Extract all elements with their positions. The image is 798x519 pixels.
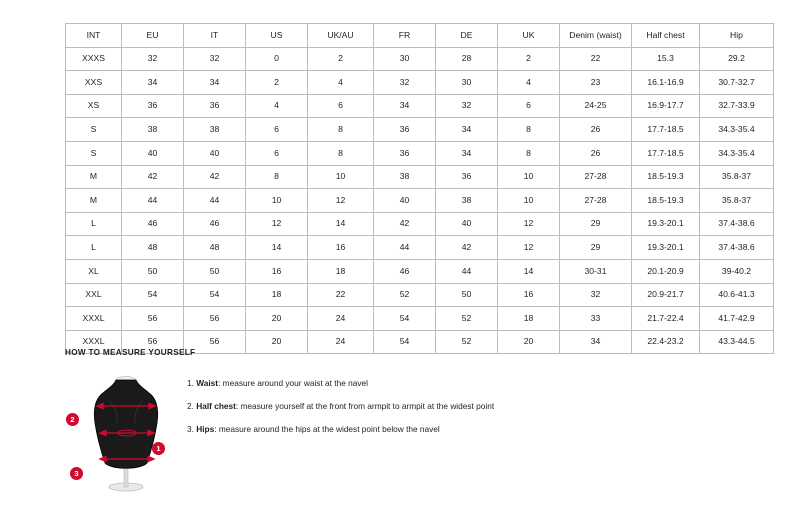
- table-cell: 16: [498, 283, 560, 307]
- table-cell: 15.3: [632, 47, 700, 71]
- table-cell: XXXL: [66, 330, 122, 354]
- table-header-cell: Half chest: [632, 24, 700, 48]
- table-header-row: [66, 24, 774, 48]
- table-cell: M: [66, 189, 122, 213]
- table-cell: 36: [122, 94, 184, 118]
- table-cell: S: [66, 118, 122, 142]
- table-cell: 48: [122, 236, 184, 260]
- table-row: [66, 259, 774, 283]
- table-cell: 46: [122, 212, 184, 236]
- table-cell: 46: [184, 212, 246, 236]
- table-cell: 24-25: [560, 94, 632, 118]
- table-cell: XL: [66, 259, 122, 283]
- table-cell: 8: [498, 118, 560, 142]
- table-row: [66, 212, 774, 236]
- table-cell: 36: [374, 141, 436, 165]
- measure-notes: [187, 369, 494, 448]
- mannequin-illustration: [65, 369, 175, 494]
- table-cell: 40: [436, 212, 498, 236]
- note-term: Half chest: [196, 400, 236, 411]
- table-cell: 28: [436, 47, 498, 71]
- table-header-cell: FR: [374, 24, 436, 48]
- table-cell: 6: [498, 94, 560, 118]
- table-cell: 34.3-35.4: [700, 118, 774, 142]
- table-cell: 30.7-32.7: [700, 71, 774, 95]
- table-cell: 44: [436, 259, 498, 283]
- table-cell: 38: [122, 118, 184, 142]
- table-cell: 36: [436, 165, 498, 189]
- table-cell: 14: [246, 236, 308, 260]
- table-cell: 32.7-33.9: [700, 94, 774, 118]
- table-cell: 10: [498, 189, 560, 213]
- how-to-measure-title: HOW TO MEASURE YOURSELF: [65, 348, 196, 357]
- table-cell: 12: [498, 236, 560, 260]
- table-cell: 40: [184, 141, 246, 165]
- table-header-cell: US: [246, 24, 308, 48]
- table-cell: 34: [184, 71, 246, 95]
- badge-waist: 1: [152, 442, 165, 455]
- table-header-cell: Denim (waist): [560, 24, 632, 48]
- table-row: [66, 118, 774, 142]
- table-cell: 32: [560, 283, 632, 307]
- table-cell: 17.7-18.5: [632, 141, 700, 165]
- table-cell: 40: [122, 141, 184, 165]
- table-cell: 34: [122, 71, 184, 95]
- table-cell: 32: [184, 47, 246, 71]
- table-cell: 6: [246, 141, 308, 165]
- table-cell: 52: [436, 307, 498, 331]
- table-cell: 22: [308, 283, 374, 307]
- table-cell: 19.3-20.1: [632, 212, 700, 236]
- size-conversion-table: [65, 23, 774, 354]
- table-cell: 34: [436, 118, 498, 142]
- table-cell: 56: [122, 307, 184, 331]
- table-cell: 36: [374, 118, 436, 142]
- table-cell: 29.2: [700, 47, 774, 71]
- table-cell: 4: [246, 94, 308, 118]
- table-cell: 30: [374, 47, 436, 71]
- badge-hips: 3: [70, 467, 83, 480]
- table-cell: 48: [184, 236, 246, 260]
- table-cell: 10: [246, 189, 308, 213]
- table-cell: 50: [184, 259, 246, 283]
- table-cell: 42: [122, 165, 184, 189]
- table-cell: XXS: [66, 71, 122, 95]
- table-cell: 37.4-38.6: [700, 236, 774, 260]
- table-cell: 34: [560, 330, 632, 354]
- table-cell: 34: [436, 141, 498, 165]
- table-header-cell: DE: [436, 24, 498, 48]
- table-cell: 4: [308, 71, 374, 95]
- table-cell: 44: [374, 236, 436, 260]
- table-cell: 22: [560, 47, 632, 71]
- table-cell: 27-28: [560, 189, 632, 213]
- table-cell: 35.8-37: [700, 189, 774, 213]
- table-cell: 54: [184, 283, 246, 307]
- table-cell: 8: [308, 118, 374, 142]
- table-cell: S: [66, 141, 122, 165]
- table-cell: 38: [374, 165, 436, 189]
- note-term: Hips: [196, 423, 215, 434]
- table-header-cell: IT: [184, 24, 246, 48]
- table-cell: 42: [374, 212, 436, 236]
- note-text: : measure around your waist at the navel: [218, 378, 368, 388]
- table-cell: 12: [246, 212, 308, 236]
- table-cell: XS: [66, 94, 122, 118]
- table-cell: 42: [184, 165, 246, 189]
- table-cell: 16: [246, 259, 308, 283]
- table-cell: 8: [498, 141, 560, 165]
- table-cell: 32: [122, 47, 184, 71]
- how-to-measure-section: [65, 348, 735, 494]
- table-cell: 2: [246, 71, 308, 95]
- table-cell: 56: [122, 330, 184, 354]
- table-row: [66, 47, 774, 71]
- table-cell: 29: [560, 212, 632, 236]
- table-cell: 50: [436, 283, 498, 307]
- table-cell: 10: [498, 165, 560, 189]
- table-cell: 42: [436, 236, 498, 260]
- table-cell: 36: [184, 94, 246, 118]
- table-body: [66, 47, 774, 354]
- table-cell: 24: [308, 330, 374, 354]
- table-cell: 44: [184, 189, 246, 213]
- table-cell: 46: [374, 259, 436, 283]
- table-cell: 12: [498, 212, 560, 236]
- table-cell: 18.5-19.3: [632, 165, 700, 189]
- table-cell: 20.9-21.7: [632, 283, 700, 307]
- table-cell: 44: [122, 189, 184, 213]
- table-cell: 6: [308, 94, 374, 118]
- table-header-cell: EU: [122, 24, 184, 48]
- measure-note: [187, 402, 494, 412]
- table-cell: 38: [436, 189, 498, 213]
- table-cell: 52: [374, 283, 436, 307]
- table-header-cell: UK/AU: [308, 24, 374, 48]
- table-cell: 4: [498, 71, 560, 95]
- table-cell: 16.9-17.7: [632, 94, 700, 118]
- table-cell: 19.3-20.1: [632, 236, 700, 260]
- table-row: [66, 283, 774, 307]
- table-cell: 37.4-38.6: [700, 212, 774, 236]
- mannequin-icon: [87, 371, 165, 493]
- table-cell: 38: [184, 118, 246, 142]
- how-to-measure-body: [65, 369, 735, 494]
- table-cell: 18.5-19.3: [632, 189, 700, 213]
- table-cell: 6: [246, 118, 308, 142]
- table-cell: 54: [374, 330, 436, 354]
- table-header-cell: INT: [66, 24, 122, 48]
- table-cell: 18: [308, 259, 374, 283]
- table-row: [66, 165, 774, 189]
- table-cell: L: [66, 236, 122, 260]
- table-cell: 8: [246, 165, 308, 189]
- table-cell: 27-28: [560, 165, 632, 189]
- table-cell: 12: [308, 189, 374, 213]
- table-cell: L: [66, 212, 122, 236]
- table-cell: 20.1-20.9: [632, 259, 700, 283]
- table-header-cell: Hip: [700, 24, 774, 48]
- measure-note: [187, 379, 494, 389]
- table-cell: 40.6-41.3: [700, 283, 774, 307]
- measure-note: [187, 425, 494, 435]
- table-cell: 14: [308, 212, 374, 236]
- table-cell: XXXL: [66, 307, 122, 331]
- table-cell: 22.4-23.2: [632, 330, 700, 354]
- note-number: 1.: [187, 378, 197, 388]
- table-cell: 18: [246, 283, 308, 307]
- table-cell: 56: [184, 307, 246, 331]
- table-cell: 20: [498, 330, 560, 354]
- table-cell: 20: [246, 307, 308, 331]
- table-cell: 50: [122, 259, 184, 283]
- table-cell: XXXS: [66, 47, 122, 71]
- table-cell: 54: [374, 307, 436, 331]
- table-header-cell: UK: [498, 24, 560, 48]
- table-cell: 32: [436, 94, 498, 118]
- size-table-container: [65, 23, 755, 354]
- table-cell: 33: [560, 307, 632, 331]
- table-cell: 34: [374, 94, 436, 118]
- table-cell: 35.8-37: [700, 165, 774, 189]
- table-cell: 43.3-44.5: [700, 330, 774, 354]
- table-cell: 56: [184, 330, 246, 354]
- table-cell: 16: [308, 236, 374, 260]
- table-row: [66, 141, 774, 165]
- note-text: : measure yourself at the front from armpit to armpit at the widest point: [235, 400, 495, 411]
- table-cell: 26: [560, 118, 632, 142]
- table-cell: 52: [436, 330, 498, 354]
- table-cell: 34.3-35.4: [700, 141, 774, 165]
- table-row: [66, 307, 774, 331]
- table-cell: 20: [246, 330, 308, 354]
- table-cell: 30: [436, 71, 498, 95]
- table-row: [66, 71, 774, 95]
- table-cell: 8: [308, 141, 374, 165]
- note-text: : measure around the hips at the widest point below the navel: [214, 423, 440, 434]
- table-cell: 26: [560, 141, 632, 165]
- table-row: [66, 94, 774, 118]
- table-cell: 23: [560, 71, 632, 95]
- table-cell: XXL: [66, 283, 122, 307]
- table-cell: 24: [308, 307, 374, 331]
- table-cell: 14: [498, 259, 560, 283]
- note-number: 3.: [187, 423, 197, 434]
- table-cell: 29: [560, 236, 632, 260]
- table-cell: 32: [374, 71, 436, 95]
- table-row: [66, 189, 774, 213]
- table-cell: 54: [122, 283, 184, 307]
- note-number: 2.: [187, 400, 197, 411]
- table-cell: 18: [498, 307, 560, 331]
- table-row: [66, 236, 774, 260]
- table-cell: 30-31: [560, 259, 632, 283]
- table-cell: 10: [308, 165, 374, 189]
- table-cell: 40: [374, 189, 436, 213]
- table-cell: 17.7-18.5: [632, 118, 700, 142]
- table-cell: 16.1-16.9: [632, 71, 700, 95]
- table-cell: 2: [498, 47, 560, 71]
- table-cell: M: [66, 165, 122, 189]
- badge-half-chest: 2: [66, 413, 79, 426]
- table-cell: 0: [246, 47, 308, 71]
- table-cell: 41.7-42.9: [700, 307, 774, 331]
- table-cell: 39-40.2: [700, 259, 774, 283]
- note-term: Waist: [196, 378, 219, 388]
- table-cell: 2: [308, 47, 374, 71]
- table-cell: 21.7-22.4: [632, 307, 700, 331]
